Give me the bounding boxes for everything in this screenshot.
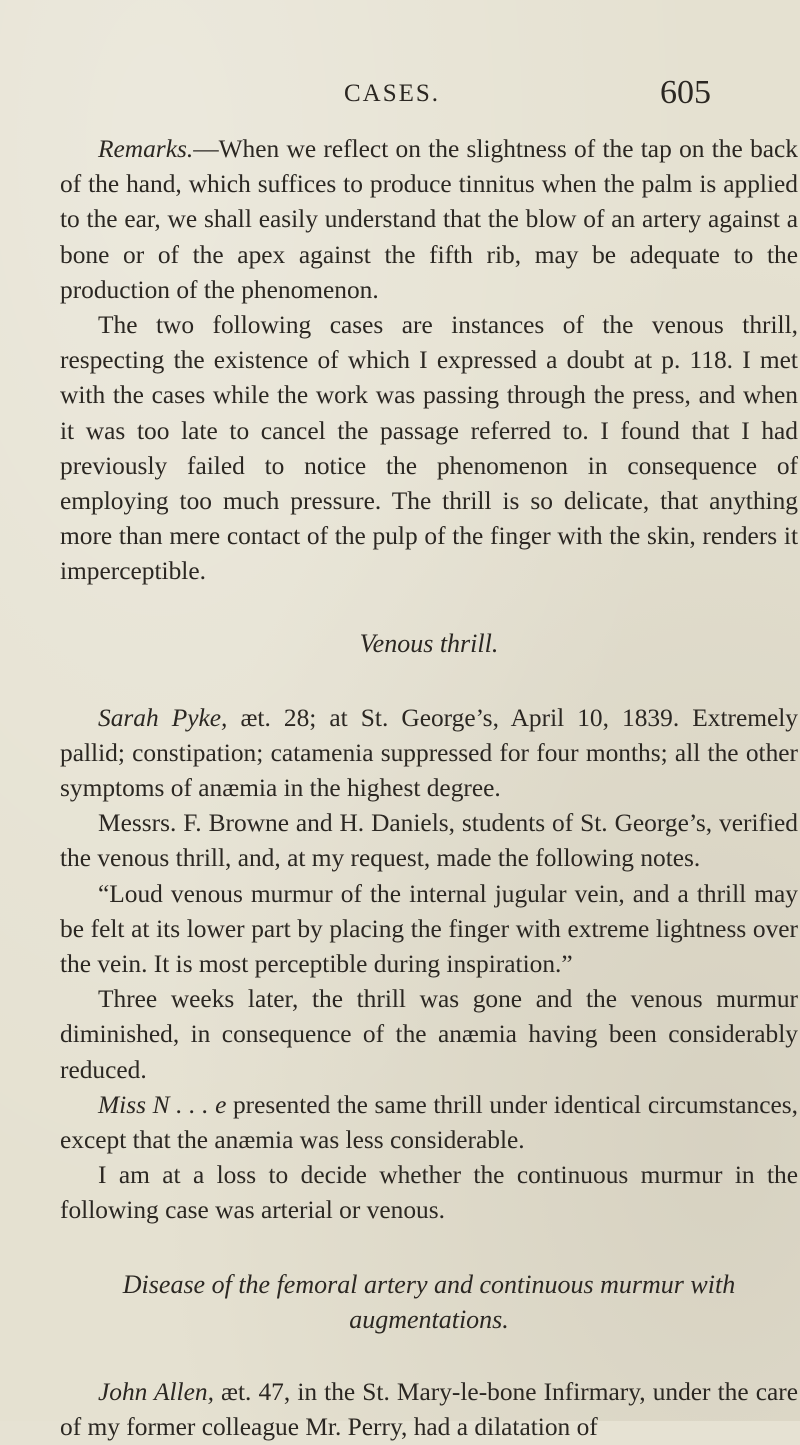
case-sarah-pyke-name: Sarah Pyke, xyxy=(98,703,228,732)
page-header xyxy=(0,74,800,114)
venous-thrill-intro-paragraph: The two following cases are instances of the venous thrill, respecting the existence of which I expressed a doubt at p. 118. I met with the cases while the work was passing through the press, and when it was too late to cancel the passage referred to. I found that I had previously failed to notice the phenomenon in consequence of employing too much pressure. The thrill is so delicate, that anything more than mere contact of the pulp of the finger with the skin, renders it imperceptible. xyxy=(60,311,798,586)
running-head: CASES. xyxy=(344,80,441,107)
section-title-femoral-artery xyxy=(60,1267,798,1337)
students-notes-paragraph: Messrs. F. Browne and H. Daniels, students of St. George’s, verified the venous thrill, and, at my request, made the following notes. xyxy=(60,809,798,873)
quoted-notes-paragraph: “Loud venous murmur of the internal jugular vein, and a thrill may be felt at its lower part by placing the finger with extreme lightness over the vein. It is most perceptible during inspiration.” xyxy=(60,879,798,979)
three-weeks-later-paragraph: Three weeks later, the thrill was gone and the venous murmur diminished, in consequence of the anæmia having been considerably reduced. xyxy=(60,985,798,1084)
page-number: 605 xyxy=(660,74,711,111)
case-john-allen-name: John Allen, xyxy=(98,1377,214,1406)
remarks-text: —When we reflect on the slightness of the tap on the back of the hand, which suffices to produce tinnitus when the palm is applied to the ear, we shall easily understand that the blow of an artery against a bone or of the apex against the fifth rib, may be adequate to the production of the phenomenon. xyxy=(60,135,798,304)
case-john-allen-paragraph xyxy=(60,1375,798,1445)
remarks-paragraph xyxy=(60,132,798,308)
body-text xyxy=(60,132,798,1445)
section-title-venous-thrill: Venous thrill. xyxy=(359,628,499,658)
case-miss-n-text: presented the same thrill under identical circumstances, except that the anæmia was less considerable. xyxy=(60,1090,798,1155)
case-john-allen-text: æt. 47, in the St. Mary-le-bone Infirmary, under the care of my former colleague Mr. Perry, had a dilatation of xyxy=(60,1377,798,1441)
case-sarah-pyke-paragraph xyxy=(60,701,798,807)
arterial-or-venous-paragraph: I am at a loss to decide whether the continuous murmur in the following case was arterial or venous. xyxy=(60,1161,798,1225)
case-miss-n-paragraph xyxy=(60,1088,798,1158)
case-miss-n-name: Miss N . . . e xyxy=(98,1090,227,1119)
remarks-lead: Remarks. xyxy=(98,135,194,163)
case-sarah-pyke-text: æt. 28; at St. George’s, April 10, 1839. Extremely pallid; constipation; catamenia suppressed for four months; all the other symptoms of anæmia in the highest degree. xyxy=(60,703,798,803)
section-title-femoral-line2: augmentations. xyxy=(349,1304,509,1334)
section-title-femoral-line1: Disease of the femoral artery and continuous murmur with xyxy=(122,1269,736,1299)
